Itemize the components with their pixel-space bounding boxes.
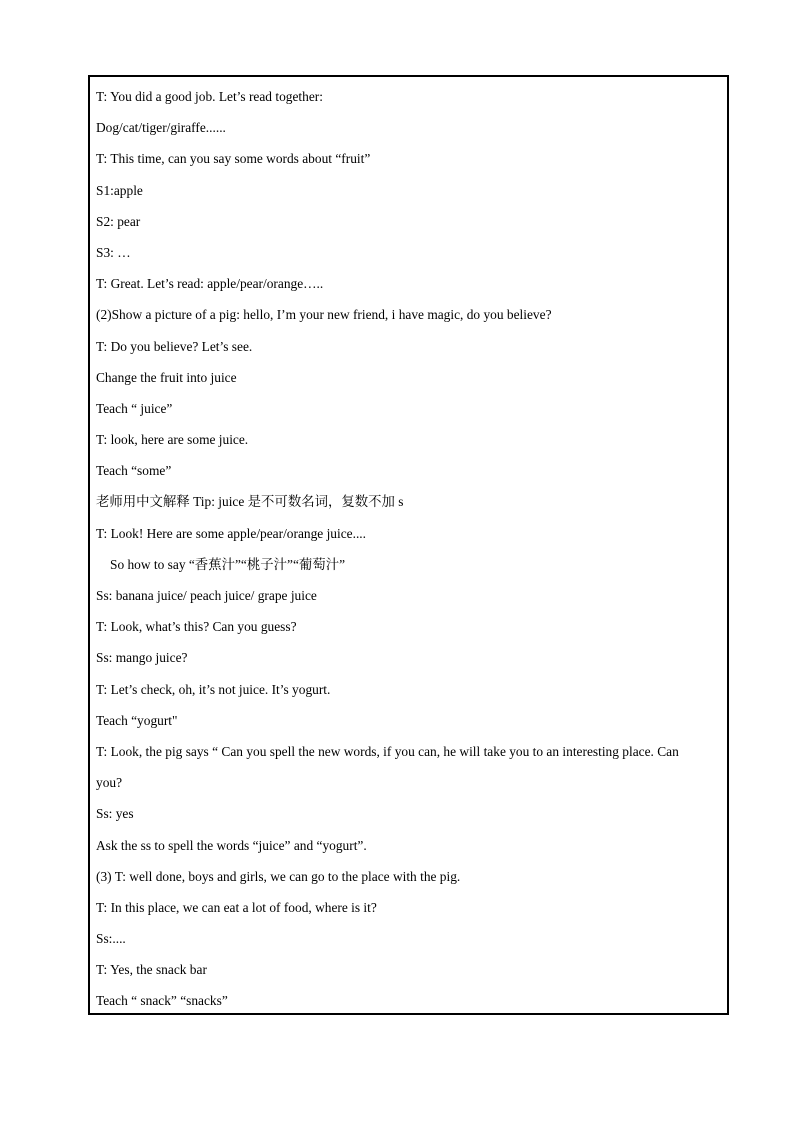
script-line: S3: … [96, 244, 131, 260]
script-line: T: Look, what’s this? Can you guess? [96, 619, 297, 635]
script-line: T: You did a good job. Let’s read together: [96, 89, 323, 104]
script-line: T: In this place, we can eat a lot of food, where is it? [96, 899, 377, 915]
script-line: Ss: mango juice? [96, 650, 188, 666]
script-line: Ss: banana juice/ peach juice/ grape juice [96, 588, 317, 603]
script-line: Teach “ juice” [96, 400, 173, 416]
lesson-script [96, 81, 721, 1017]
script-line: T: Yes, the snack bar [96, 962, 207, 978]
lesson-table-cell [88, 75, 729, 1015]
script-line: 老师用中文解释 Tip: juice 是不可数名词，复数不加 s [96, 494, 404, 510]
script-line: T: This time, can you say some words about “fruit” [96, 151, 371, 167]
script-line: Teach “ snack” “snacks” [96, 993, 228, 1009]
script-line: Ss: yes [96, 806, 134, 822]
script-line: you? [96, 775, 123, 791]
script-line: T: look, here are some juice. [96, 432, 249, 448]
script-line: Ask the ss to spell the words “juice” and “yogurt”. [96, 837, 367, 853]
script-line: T: Do you believe? Let’s see. [96, 338, 253, 354]
script-line: T: Look, the pig says “ Can you spell the new words, if you can, he will take you to an interesting place. Can [96, 743, 679, 759]
script-line: Teach “some” [96, 463, 172, 479]
script-line: Dog/cat/tiger/giraffe...... [96, 120, 226, 136]
script-line: T: Great. Let’s read: apple/pear/orange….. [96, 276, 324, 292]
script-line: So how to say “香蕉汁”“桃子汁”“葡萄汁” [110, 556, 346, 572]
script-line: T: Look! Here are some apple/pear/orange juice.... [96, 525, 366, 541]
script-line: S1:apple [96, 182, 143, 198]
script-line: Ss:.... [96, 931, 126, 947]
script-line: Change the fruit into juice [96, 369, 237, 385]
script-line: (3) T: well done, boys and girls, we can go to the place with the pig. [96, 868, 461, 884]
script-line: T: Let’s check, oh, it’s not juice. It’s yogurt. [96, 681, 331, 697]
script-line: S2: pear [96, 213, 141, 229]
script-line: (2)Show a picture of a pig: hello, I’m your new friend, i have magic, do you believe? [96, 307, 552, 323]
script-line: Teach “yogurt" [96, 712, 178, 728]
